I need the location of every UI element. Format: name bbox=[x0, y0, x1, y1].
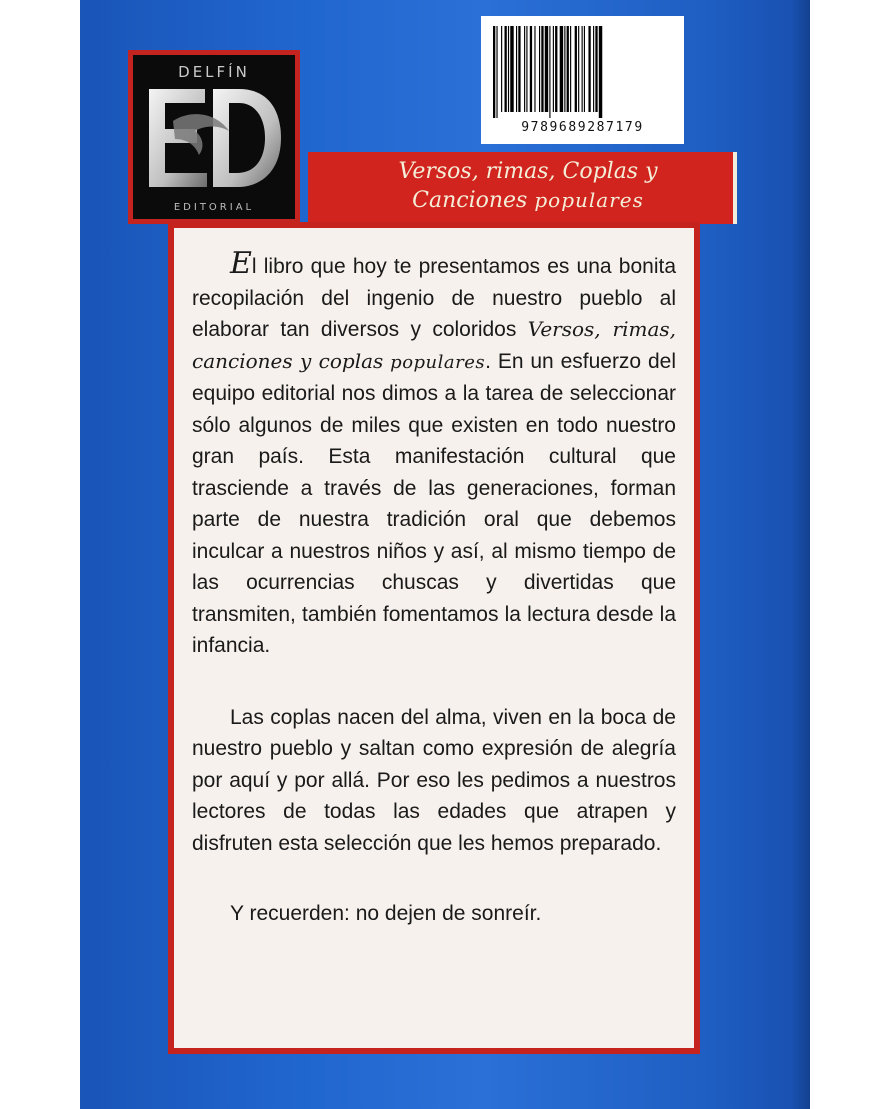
book-title-line2-b: populares bbox=[534, 188, 644, 212]
barcode-bar bbox=[518, 26, 520, 112]
barcode-bar bbox=[575, 26, 577, 112]
barcode-bar bbox=[505, 26, 507, 112]
description-paragraph-2: Las coplas nacen del alma, viven en la boca de nuestro pueblo y saltan como expresión de alegría por aquí y por allá. Por eso les pedimos a nuestros lectores de todas las edades que atrapen y disfruten esta selección que les hemos preparado. bbox=[192, 705, 676, 855]
barcode-bar bbox=[539, 26, 540, 112]
barcode-bar bbox=[570, 26, 571, 112]
barcode-number: 9789689287179 bbox=[521, 120, 644, 135]
publisher-name-top: DELFÍN bbox=[178, 63, 250, 81]
description-paragraph-3: Y recuerden: no dejen de sonreír. bbox=[230, 902, 542, 925]
barcode-bar bbox=[595, 26, 597, 112]
paragraph-1-text-a: l libro que hoy te presentamos es una bonita recopilación del ingenio de nuestro pueblo al elaborar tan diversos y coloridos bbox=[192, 255, 676, 341]
barcode-bar bbox=[578, 26, 579, 112]
paragraph-1-title-2: populares bbox=[390, 351, 486, 373]
barcode-bars bbox=[493, 26, 672, 118]
barcode-bar bbox=[516, 26, 517, 112]
barcode-bar bbox=[553, 26, 554, 112]
description-panel-inner bbox=[174, 228, 694, 1048]
barcode-bar bbox=[582, 26, 583, 112]
book-title bbox=[338, 158, 718, 215]
description-paragraph-1 bbox=[192, 248, 676, 662]
publisher-logo bbox=[128, 50, 300, 224]
cover-edge-shadow bbox=[792, 0, 810, 1109]
barcode-bar bbox=[541, 26, 543, 112]
publisher-name-bottom: EDITORIAL bbox=[173, 202, 255, 213]
description-panel bbox=[168, 222, 700, 1054]
barcode-bar bbox=[524, 26, 525, 112]
barcode-bar bbox=[549, 26, 550, 118]
isbn-barcode bbox=[481, 16, 684, 144]
publisher-logo-inner bbox=[133, 55, 295, 219]
book-title-line1: Versos, rimas, Coplas y bbox=[398, 159, 658, 184]
paragraph-1-title: Versos, rimas, canciones y coplas bbox=[192, 317, 676, 373]
barcode-bar bbox=[530, 26, 532, 112]
barcode-bar bbox=[564, 26, 565, 112]
barcode-bar bbox=[584, 26, 585, 112]
book-back-cover bbox=[80, 0, 810, 1109]
title-banner bbox=[308, 152, 737, 224]
publisher-monogram-icon bbox=[143, 81, 285, 197]
barcode-bar bbox=[496, 26, 497, 118]
barcode-bar bbox=[501, 26, 502, 112]
barcode-bar bbox=[534, 26, 535, 112]
barcode-bar bbox=[560, 26, 563, 112]
barcode-bar bbox=[545, 26, 548, 112]
book-title-line2 bbox=[338, 186, 718, 215]
barcode-bar bbox=[510, 26, 513, 112]
barcode-bar bbox=[555, 26, 557, 112]
barcode-bar bbox=[593, 26, 594, 112]
barcode-bar bbox=[526, 26, 527, 112]
barcode-bar bbox=[493, 26, 495, 118]
book-title-line2-a: Canciones bbox=[412, 188, 528, 213]
paragraph-1-text-b: . En un esfuerzo del equipo editorial nos dimos a la tarea de seleccionar sólo algunos de miles que existen en todo nuestro gran país. Esta manifestación cultural que trasciende a través de las generaciones, forman parte de nuestra tradición oral que debemos inculcar a nuestros niños y así, al mismo tiempo de las ocurrencias chuscas y divertidas que transmiten, también fomentamos la lectura desde la infancia. bbox=[192, 349, 676, 657]
barcode-bar bbox=[599, 26, 602, 118]
barcode-bar bbox=[567, 26, 569, 112]
barcode-bar bbox=[588, 26, 590, 112]
drop-cap: E bbox=[230, 246, 252, 281]
barcode-bar bbox=[508, 26, 509, 112]
